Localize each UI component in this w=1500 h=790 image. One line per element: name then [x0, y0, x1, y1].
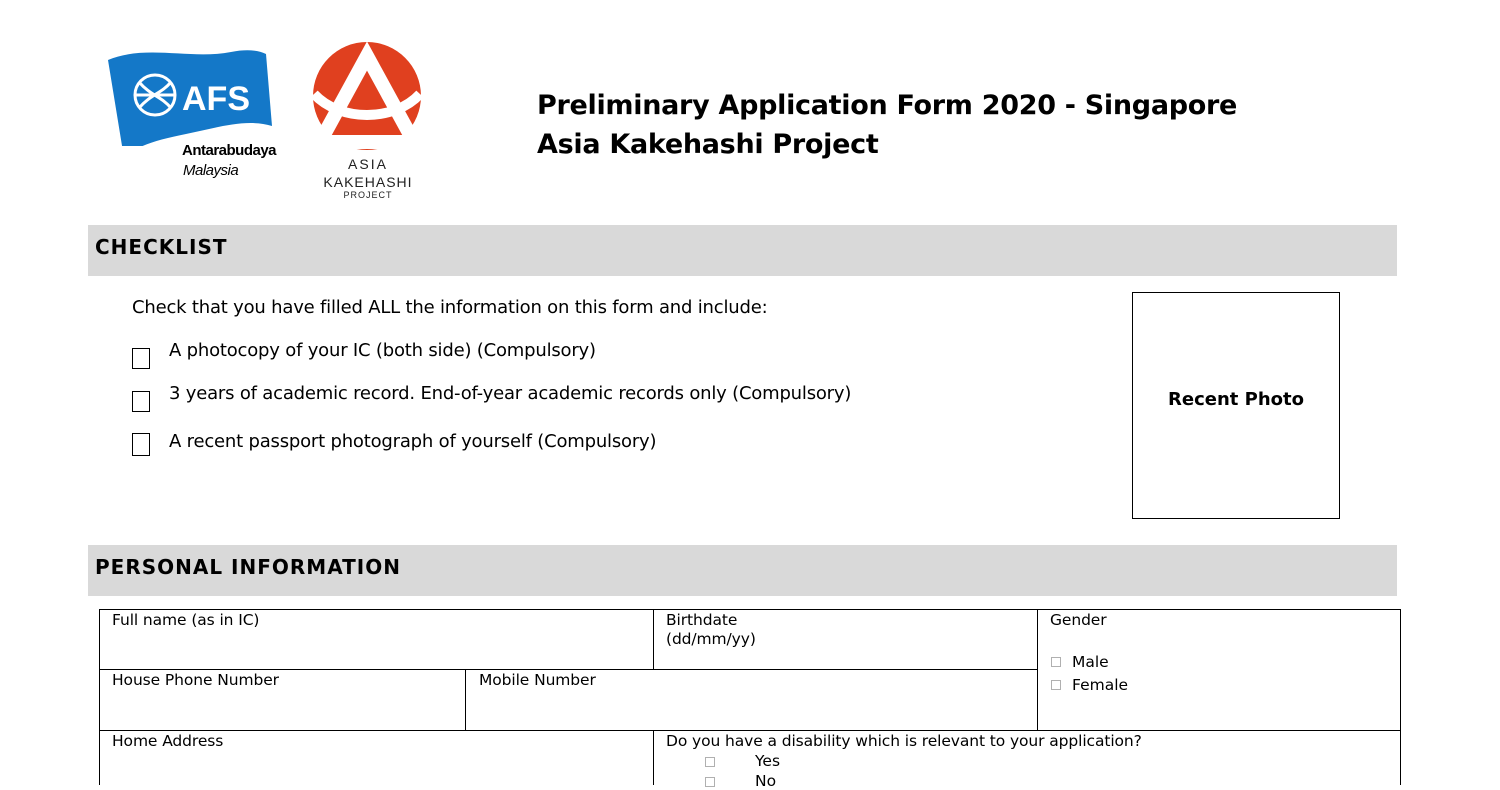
checklist-heading: CHECKLIST: [95, 235, 228, 259]
recent-photo-label: Recent Photo: [1168, 389, 1304, 410]
checklist-item-label: A recent passport photograph of yourself (Compulsory): [169, 431, 657, 452]
gender-male-checkbox[interactable]: [1051, 657, 1061, 667]
table-border: [653, 730, 654, 785]
table-border: [99, 669, 1038, 670]
checklist-section-header: [88, 225, 1397, 276]
ak-logo-line2: KAKEHASHI: [323, 174, 413, 190]
table-border: [1400, 609, 1401, 785]
full-name-field[interactable]: Full name (as in IC): [112, 611, 260, 629]
svg-text:AFS: AFS: [182, 80, 250, 118]
birthdate-field[interactable]: [666, 611, 756, 649]
disability-question: Do you have a disability which is relevant to your application?: [666, 732, 1142, 750]
birthdate-label: Birthdate: [666, 611, 738, 629]
mobile-number-field[interactable]: Mobile Number: [479, 671, 596, 689]
table-border: [653, 609, 654, 670]
table-border: [465, 669, 466, 731]
checklist-item-label: 3 years of academic record. End-of-year academic records only (Compulsory): [169, 383, 852, 404]
afs-flag-icon: [106, 46, 288, 146]
table-border: [99, 730, 1401, 731]
checklist-intro: Check that you have filled ALL the information on this form and include:: [132, 297, 768, 318]
gender-label: Gender: [1050, 611, 1107, 629]
ak-logo-line3: PROJECT: [343, 190, 393, 200]
form-title: [537, 86, 1237, 164]
checklist-checkbox[interactable]: [132, 391, 150, 412]
checklist-checkbox[interactable]: [132, 433, 150, 456]
checklist-checkbox[interactable]: [132, 348, 150, 369]
ak-logo-line1: ASIA: [348, 156, 388, 172]
afs-logo-name: Antarabudaya: [182, 142, 277, 159]
afs-logo-country: Malaysia: [183, 162, 239, 179]
house-phone-field[interactable]: House Phone Number: [112, 671, 279, 689]
asia-kakehashi-emblem-icon: [310, 42, 426, 154]
checklist-item-label: A photocopy of your IC (both side) (Compulsory): [169, 340, 596, 361]
disability-no-checkbox[interactable]: [705, 777, 715, 787]
table-border: [99, 609, 1401, 610]
form-title-line1: Preliminary Application Form 2020 - Singapore: [537, 90, 1238, 121]
afs-logo: [106, 46, 288, 186]
home-address-field[interactable]: Home Address: [112, 732, 224, 750]
birthdate-format: (dd/mm/yy): [666, 630, 756, 648]
disability-yes-label: Yes: [755, 752, 781, 770]
personal-info-heading: PERSONAL INFORMATION: [95, 555, 401, 579]
form-title-line2: Asia Kakehashi Project: [537, 129, 879, 160]
disability-yes-checkbox[interactable]: [705, 757, 715, 767]
asia-kakehashi-logo: [310, 42, 426, 204]
gender-female-checkbox[interactable]: [1051, 680, 1061, 690]
table-border: [1037, 609, 1038, 731]
personal-info-section-header: [88, 545, 1397, 596]
table-border: [99, 609, 100, 785]
gender-female-label: Female: [1072, 676, 1129, 694]
recent-photo-box: [1132, 292, 1340, 519]
disability-no-label: No: [755, 772, 777, 790]
gender-male-label: Male: [1072, 653, 1109, 671]
